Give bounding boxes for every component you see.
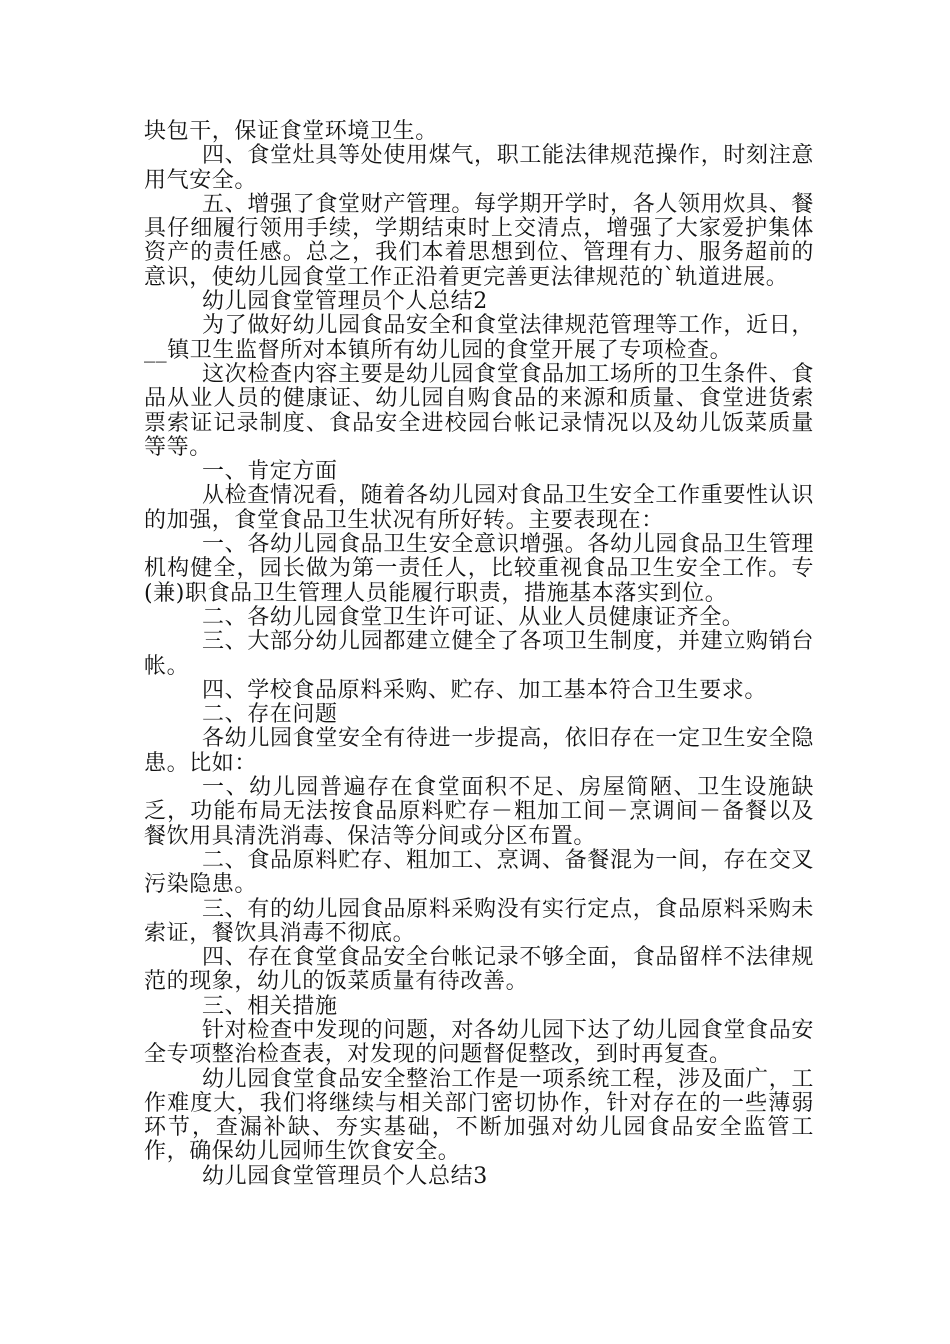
paragraph: 针对检查中发现的问题，对各幼儿园下达了幼儿园食堂食品安全专项整治检查表，对发现的问题督促整改，到时再复查。 — [144, 1017, 814, 1068]
paragraph: 幼儿园食堂食品安全整治工作是一项系统工程，涉及面广，工作难度大，我们将继续与相关部门密切协作，针对存在的一些薄弱环节，查漏补缺、夯实基础，不断加强对幼儿园食品安全监管工作，确保幼儿园师生饮食安全。 — [144, 1066, 814, 1165]
paragraph: 块包干，保证食堂环境卫生。 — [144, 119, 438, 144]
paragraph: 五、增强了食堂财产管理。每学期开学时，各人领用炊具、餐具仔细履行领用手续，学期结束时上交清点，增强了大家爱护集体资产的责任感。总之，我们本着思想到位、管理有力、服务超前的意识，使幼儿园食堂工作正沿着更完善更法律规范的`轨道进展。 — [144, 191, 814, 290]
paragraph: 这次检查内容主要是幼儿园食堂食品加工场所的卫生条件、食品从业人员的健康证、幼儿园自购食品的来源和质量、食堂进货索票索证记录制度、食品安全进校园台帐记录情况以及幼儿饭菜质量等等。 — [144, 361, 814, 460]
paragraph: 二、存在问题 — [202, 702, 338, 728]
paragraph: 三、有的幼儿园食品原料采购没有实行定点，食品原料采购未索证，餐饮具消毒不彻底。 — [144, 896, 814, 946]
paragraph: 从检查情况看，随着各幼儿园对食品卫生安全工作重要性认识的加强，食堂食品卫生状况有所好转。主要表现在： — [144, 483, 814, 533]
paragraph: 一、幼儿园普遍存在食堂面积不足、房屋简陋、卫生设施缺乏，功能布局无法按食品原料贮存－粗加工间－烹调间－备餐以及餐饮用具清洗消毒、保洁等分间或分区布置。 — [144, 775, 814, 849]
paragraph: 各幼儿园食堂安全有待进一步提高，依旧存在一定卫生安全隐患。比如： — [144, 726, 814, 776]
paragraph: 为了做好幼儿园食品安全和食堂法律规范管理等工作，近日，__镇卫生监督所对本镇所有幼儿园的食堂开展了专项检查。 — [144, 313, 814, 363]
paragraph: 一、肯定方面 — [202, 459, 338, 485]
paragraph: 三、大部分幼儿园都建立健全了各项卫生制度，并建立购销台帐。 — [144, 629, 814, 679]
paragraph: 一、各幼儿园食品卫生安全意识增强。各幼儿园食品卫生管理机构健全，园长做为第一责任人，比较重视食品卫生安全工作。专(兼)职食品卫生管理人员能履行职责，措施基本落实到位。 — [144, 532, 814, 606]
paragraph: 四、学校食品原料采购、贮存、加工基本符合卫生要求。 — [202, 677, 768, 703]
paragraph: 三、相关措施 — [202, 993, 338, 1019]
paragraph: 二、各幼儿园食堂卫生许可证、从业人员健康证齐全。 — [202, 604, 745, 630]
paragraph: 二、食品原料贮存、粗加工、烹调、备餐混为一间，存在交叉污染隐患。 — [144, 847, 814, 898]
document-body — [144, 120, 814, 1189]
paragraph: 四、食堂灶具等处使用煤气，职工能法律规范操作，时刻注意用气安全。 — [144, 143, 814, 193]
paragraph: 四、存在食堂食品安全台帐记录不够全面，食品留样不法律规范的现象，幼儿的饭菜质量有待改善。 — [144, 945, 814, 995]
paragraph: 幼儿园食堂管理员个人总结3 — [202, 1163, 488, 1189]
paragraph: 幼儿园食堂管理员个人总结2 — [202, 289, 488, 315]
